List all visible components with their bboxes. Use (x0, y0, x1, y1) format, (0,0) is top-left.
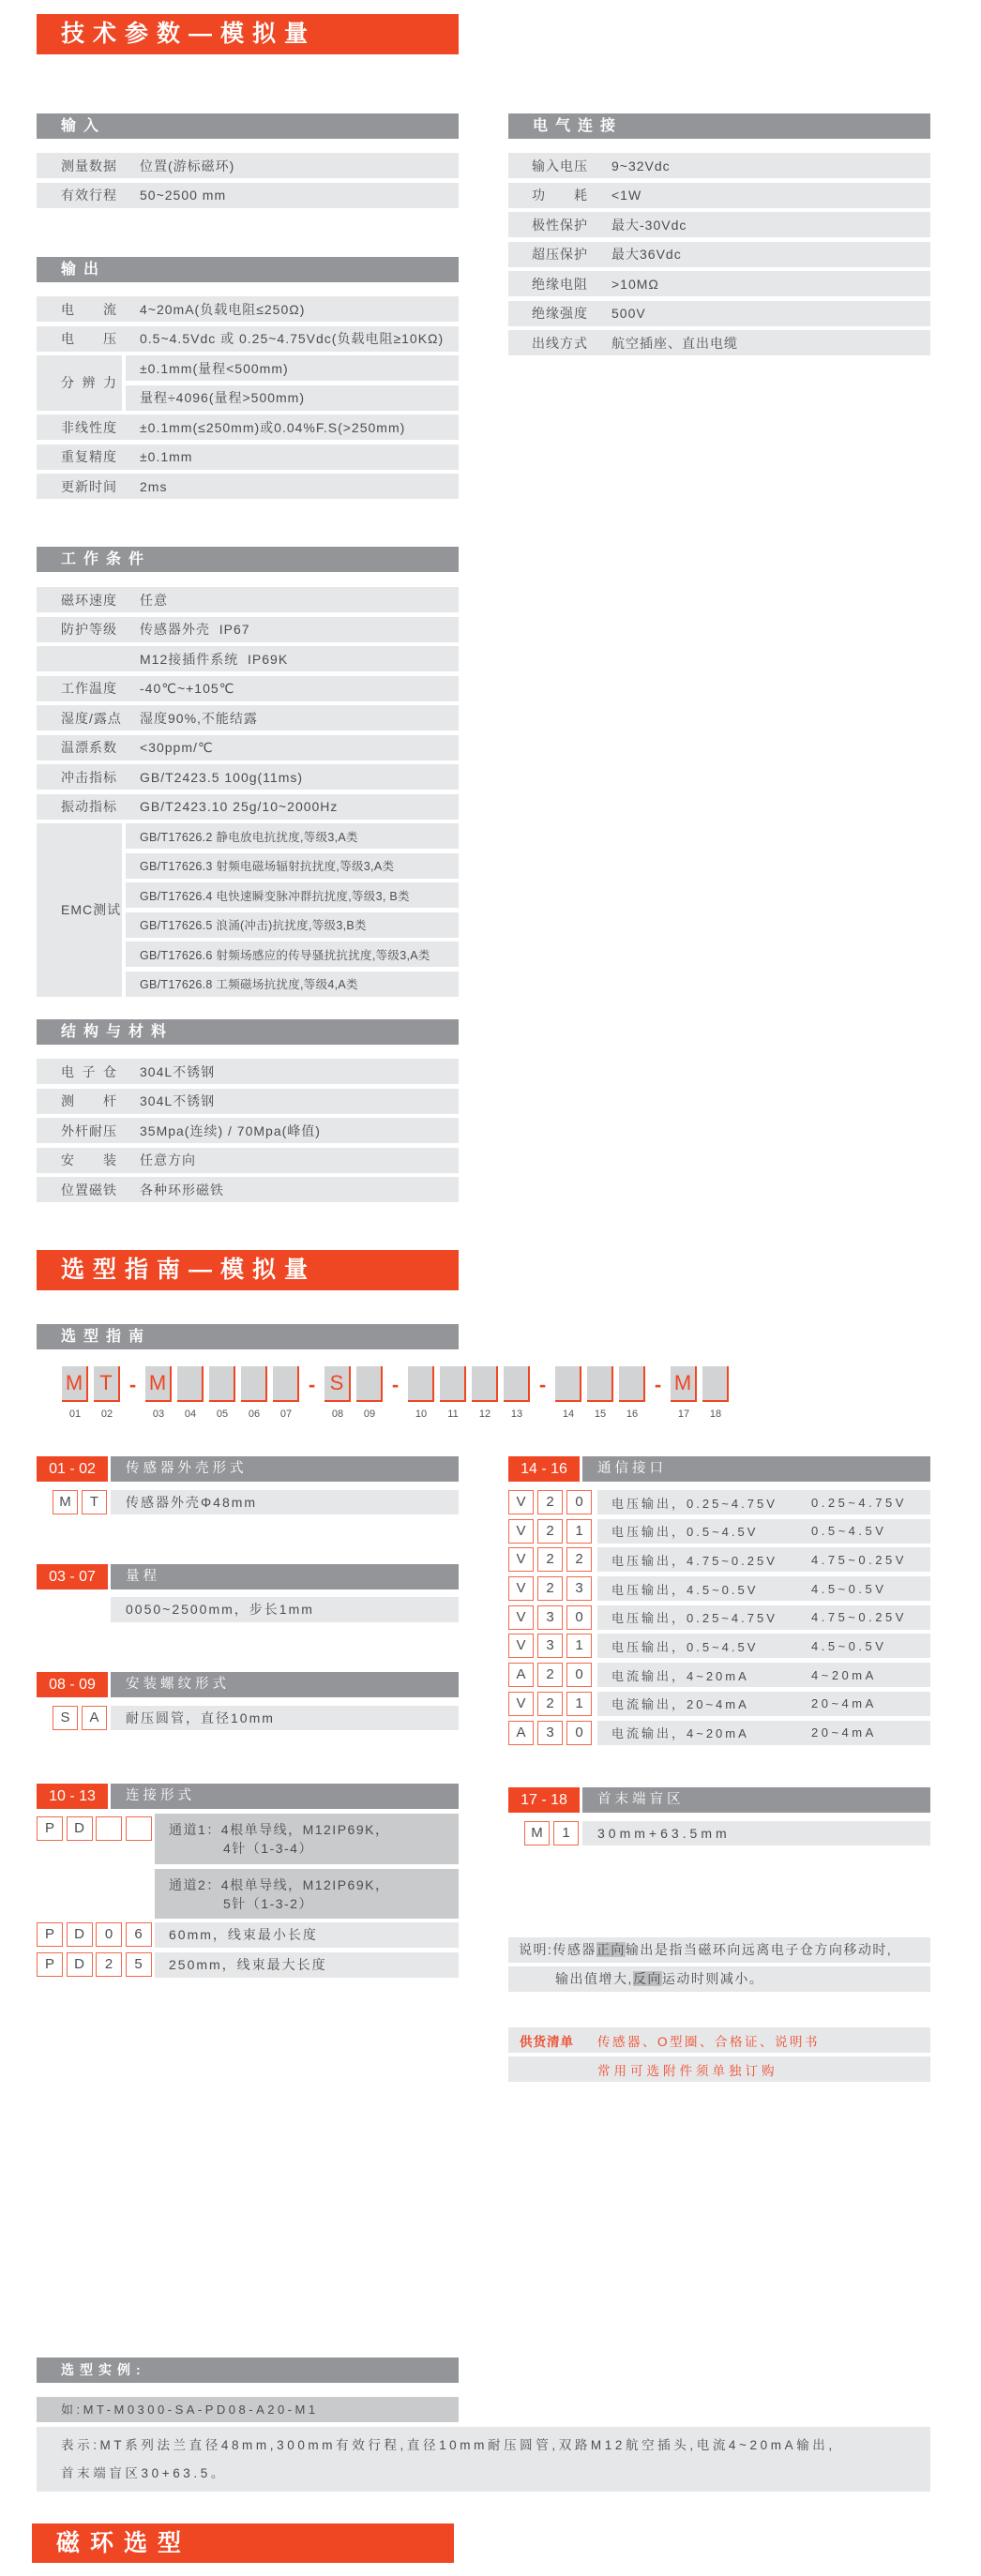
code-box: 3 (537, 1634, 563, 1658)
interface-output: 0.25~4.75V (811, 1495, 907, 1510)
code-slot-04 (177, 1366, 204, 1420)
code-box (126, 1816, 152, 1841)
option-value: 250mm，线束最大长度 (155, 1952, 459, 1978)
code-box: V (508, 1692, 534, 1716)
spec-row (508, 153, 930, 178)
spec-label: 工作温度 (61, 681, 117, 696)
code-box: 3 (537, 1605, 563, 1630)
spec-value: 任意方向 (140, 1152, 196, 1167)
connection-channel-2-row (37, 1869, 459, 1919)
spec-row (37, 794, 459, 820)
option-title: 安装螺纹形式 (111, 1672, 459, 1697)
slot-number: 16 (626, 1409, 639, 1420)
spec-value: 50~2500 mm (140, 188, 227, 203)
spec-value: GB/T2423.5 100g(11ms) (140, 769, 304, 785)
interface-row (508, 1547, 930, 1572)
spec-value: 量程÷4096(量程>500mm) (140, 390, 306, 405)
electrical-header: 电气连接 (508, 113, 930, 139)
channel-desc-line1: 通道1：4根单导线，M12IP69K， (169, 1822, 390, 1837)
option-row (37, 1597, 459, 1621)
code-separator: - (128, 1373, 137, 1396)
code-box: 0 (96, 1922, 122, 1947)
spec-value: GB/T17626.5 浪涌(冲击)抗扰度,等级3,B类 (140, 919, 367, 932)
spec-row (126, 912, 459, 938)
spec-label: 极性保护 (532, 217, 588, 233)
interface-desc: 电压输出，4.5~0.5V (611, 1582, 759, 1597)
connection-channel-1-row (37, 1814, 459, 1864)
spec-value: 4~20mA(负载电阻≤250Ω) (140, 301, 306, 317)
spec-value: 最大-30Vdc (611, 217, 687, 233)
option-title: 通信接口 (582, 1456, 930, 1482)
code-box: 0 (566, 1605, 592, 1630)
note-text: 说明:传感器 (519, 1942, 596, 1957)
spec-label: 温漂系数 (61, 740, 117, 755)
spec-value: ±0.1mm(量程<500mm) (140, 360, 289, 376)
spec-value: 0.5~4.5Vdc 或 0.25~4.75Vdc(负载电阻≥10KΩ) (140, 331, 445, 346)
option-range-badge: 10 - 13 (37, 1784, 108, 1809)
interface-desc: 电压输出，4.75~0.25V (611, 1553, 777, 1568)
option-connection (37, 1784, 459, 1978)
example-code: 如:MT-M0300-SA-PD08-A20-M1 (37, 2397, 459, 2422)
code-slot-07 (273, 1366, 299, 1420)
spec-row (37, 1118, 459, 1143)
code-box: 2 (537, 1547, 563, 1572)
option-title: 量程 (111, 1564, 459, 1589)
code-slot-11 (440, 1366, 466, 1420)
input-table (37, 153, 459, 208)
option-title: 连接形式 (111, 1784, 459, 1809)
code-box: 3 (566, 1576, 592, 1601)
spec-value: 任意 (140, 592, 168, 608)
spec-value: GB/T17626.4 电快速瞬变脉冲群抗扰度,等级3, B类 (140, 889, 410, 903)
option-mounting (37, 1672, 459, 1730)
interface-output: 0.5~4.5V (811, 1524, 887, 1539)
working-conditions-header: 工作条件 (37, 547, 459, 572)
spec-label: 磁环速度 (61, 592, 117, 608)
slot-number: 08 (331, 1409, 344, 1420)
spec-value: 湿度90%,不能结露 (140, 710, 258, 726)
code-box: V (508, 1634, 534, 1658)
selection-guide-header: 选型指南 (37, 1324, 459, 1349)
slot-number: 02 (100, 1409, 113, 1420)
code-separator: - (308, 1373, 316, 1396)
output-table (37, 296, 459, 499)
interface-output: 4.75~0.25V (811, 1610, 907, 1625)
channel-desc-line2: 5针（1-3-2） (223, 1895, 313, 1911)
spec-value: ±0.1mm(≤250mm)或0.04%F.S(>250mm) (140, 419, 406, 435)
slot-number: 12 (478, 1409, 491, 1420)
code-slot-12 (472, 1366, 498, 1420)
interface-desc: 电压输出，0.5~4.5V (611, 1639, 759, 1654)
spec-row (126, 942, 459, 967)
spec-value: 传感器外壳 IP67 (140, 622, 250, 637)
option-range-badge: 17 - 18 (508, 1787, 580, 1813)
code-box: 0 (566, 1721, 592, 1745)
interface-desc: 电压输出，0.5~4.5V (611, 1525, 759, 1540)
spec-row (37, 1059, 459, 1084)
spec-row (508, 183, 930, 208)
spec-row (508, 301, 930, 326)
code-box: P (37, 1952, 63, 1977)
note-line-1 (508, 1937, 930, 1963)
spec-row (37, 1148, 459, 1173)
spec-row (508, 212, 930, 237)
code-box: 2 (537, 1692, 563, 1716)
note-highlight-reverse: 反向 (632, 1971, 662, 1986)
code-box: 2 (566, 1547, 592, 1572)
spec-row (37, 326, 459, 352)
interface-desc: 电流输出，4~20mA (611, 1668, 749, 1683)
model-code-strip (62, 1366, 734, 1420)
note-highlight-forward: 正向 (596, 1942, 626, 1957)
spec-value: 35Mpa(连续) / 70Mpa(峰值) (140, 1122, 321, 1138)
spec-value: 位置(游标磁环) (140, 158, 235, 173)
note-line-2 (508, 1966, 930, 1992)
spec-value: <1W (611, 188, 642, 203)
interface-desc: 电流输出，4~20mA (611, 1726, 749, 1740)
spec-row (508, 330, 930, 355)
spec-row (126, 972, 459, 997)
spec-label: 绝缘强度 (532, 306, 588, 321)
code-slot-17: M 17 (671, 1366, 697, 1402)
spec-value: >10MΩ (611, 276, 659, 292)
code-slot-13 (504, 1366, 530, 1420)
spec-label: 电 压 (61, 331, 117, 346)
connection-length-row (37, 1952, 459, 1978)
interface-output: 4.5~0.5V (811, 1581, 887, 1596)
interface-row (508, 1605, 930, 1630)
code-box: V (508, 1605, 534, 1630)
code-box: M (53, 1490, 78, 1514)
output-header: 输出 (37, 257, 459, 282)
code-box: 5 (126, 1952, 152, 1977)
spec-label: 位置磁铁 (61, 1182, 117, 1198)
code-slot-14 (555, 1366, 581, 1420)
spec-label: 非线性度 (61, 419, 117, 435)
slot-number: 09 (363, 1409, 376, 1420)
supply-note-row (508, 2056, 930, 2082)
example-desc-line2: 首末端盲区30+63.5。 (61, 2466, 227, 2480)
spec-value: GB/T17626.8 工频磁场抗扰度,等级4,A类 (140, 978, 358, 991)
option-row (37, 1706, 459, 1730)
spec-row (37, 1089, 459, 1114)
section-title-tech-params: 技术参数—模拟量 (37, 14, 459, 54)
slot-number: 07 (279, 1409, 293, 1420)
spec-row (37, 414, 459, 440)
section-title-selection-guide: 选型指南—模拟量 (37, 1250, 459, 1290)
spec-row (37, 705, 459, 731)
spec-value: 304L不锈钢 (140, 1093, 216, 1108)
spec-row (126, 385, 459, 411)
interface-row (508, 1663, 930, 1687)
interface-desc: 电压输出，0.25~4.75V (611, 1496, 777, 1511)
code-box: D (67, 1922, 93, 1947)
interface-output: 20~4mA (811, 1696, 877, 1711)
resolution-group (37, 355, 459, 411)
option-range-badge: 08 - 09 (37, 1672, 108, 1697)
code-box: 2 (537, 1490, 563, 1514)
slot-number: 10 (415, 1409, 428, 1420)
spec-row (126, 823, 459, 849)
slot-number: 14 (562, 1409, 575, 1420)
channel-desc-line1: 通道2：4根单导线，M12IP69K， (169, 1876, 390, 1892)
interface-row (508, 1490, 930, 1514)
spec-row (126, 882, 459, 908)
spec-row (37, 1177, 459, 1202)
code-box: 6 (126, 1922, 152, 1947)
code-box (96, 1816, 122, 1841)
code-box: S (53, 1706, 78, 1730)
spec-row (508, 271, 930, 296)
option-dead-zone (508, 1787, 930, 1845)
code-box: T (82, 1490, 107, 1514)
option-row (37, 1490, 459, 1514)
note-text: 运动时则减小。 (661, 1971, 764, 1986)
code-box: P (37, 1922, 63, 1947)
option-value: 传感器外壳Φ48mm (111, 1490, 459, 1514)
code-box: D (67, 1816, 93, 1841)
spec-row (37, 676, 459, 701)
spec-row (37, 764, 459, 790)
interface-row (508, 1634, 930, 1658)
option-value: 60mm，线束最小长度 (155, 1922, 459, 1948)
supply-value: 传感器、O型圈、合格证、说明书 (597, 2034, 821, 2049)
code-box: M (524, 1821, 550, 1845)
spec-value: 2ms (140, 478, 168, 494)
code-box: A (82, 1706, 107, 1730)
spec-label: 输入电压 (532, 158, 588, 173)
spec-row (37, 183, 459, 208)
interface-desc: 电压输出，0.25~4.75V (611, 1611, 777, 1626)
code-box: V (508, 1490, 534, 1514)
connection-length-row (37, 1922, 459, 1948)
spec-value: 9~32Vdc (611, 158, 671, 173)
spec-label: 分 辨 力 (61, 375, 117, 391)
spec-row (37, 617, 459, 642)
spec-value: 500V (611, 306, 646, 321)
spec-label: 重复精度 (61, 449, 117, 464)
spec-label: 冲击指标 (61, 769, 117, 785)
code-box: P (37, 1816, 63, 1841)
section-title-magnet-ring: 磁环选型 (32, 2523, 454, 2563)
interface-output: 20~4mA (811, 1725, 877, 1740)
spec-row (126, 853, 459, 879)
option-value: 30mm+63.5mm (582, 1821, 930, 1845)
supply-list-row (508, 2027, 930, 2053)
code-box: 2 (537, 1663, 563, 1687)
spec-row (126, 355, 459, 381)
interface-row (508, 1692, 930, 1716)
slot-number: 04 (184, 1409, 197, 1420)
spec-value: 最大36Vdc (611, 247, 682, 262)
spec-row (37, 153, 459, 178)
spec-label: 湿度/露点 (61, 710, 122, 726)
code-box: 2 (537, 1519, 563, 1544)
code-box: 1 (566, 1519, 592, 1544)
interface-row (508, 1721, 930, 1745)
slot-number: 15 (594, 1409, 607, 1420)
spec-value: M12接插件系统 IP69K (140, 651, 289, 667)
code-slot-09 (356, 1366, 383, 1420)
slot-number: 06 (248, 1409, 261, 1420)
option-title: 传感器外壳形式 (111, 1456, 459, 1482)
note-text: 输出值增大, (555, 1971, 633, 1986)
electrical-table (508, 153, 930, 355)
working-conditions-table (37, 587, 459, 997)
code-slot-15 (587, 1366, 613, 1420)
code-box: 2 (537, 1576, 563, 1601)
interface-row (508, 1576, 930, 1601)
option-range-badge: 01 - 02 (37, 1456, 108, 1482)
spec-label: 出线方式 (532, 335, 588, 351)
spec-value: -40℃~+105℃ (140, 680, 235, 696)
code-box: 0 (566, 1490, 592, 1514)
supply-label: 供货清单 (520, 2034, 574, 2049)
code-box: 1 (553, 1821, 579, 1845)
code-box: A (508, 1663, 534, 1687)
code-box: 1 (566, 1692, 592, 1716)
spec-label: 超压保护 (532, 247, 588, 262)
code-box: 0 (566, 1663, 592, 1687)
code-slot-10 (408, 1366, 434, 1420)
example-desc-line1: 表示:MT系列法兰直径48mm,300mm有效行程,直径10mm耐压圆管,双路M12航空插头,电流4~20mA输出, (61, 2438, 836, 2452)
option-housing (37, 1456, 459, 1514)
supply-note: 常用可选附件须单独订购 (597, 2063, 778, 2078)
spec-value: GB/T17626.2 静电放电抗扰度,等级3,A类 (140, 830, 358, 844)
interface-output: 4.5~0.5V (811, 1638, 887, 1653)
code-slot-01: M 01 (62, 1366, 88, 1402)
interface-desc: 电流输出，20~4mA (611, 1697, 749, 1712)
spec-label: 测量数据 (61, 158, 117, 173)
interface-output: 4~20mA (811, 1667, 877, 1682)
code-slot-18 (702, 1366, 729, 1420)
spec-value: 304L不锈钢 (140, 1063, 216, 1079)
code-box: V (508, 1519, 534, 1544)
code-box: A (508, 1721, 534, 1745)
spec-row (37, 296, 459, 322)
code-box: 3 (537, 1721, 563, 1745)
spec-row (508, 242, 930, 267)
code-box: 1 (566, 1634, 592, 1658)
spec-label: 有效行程 (61, 188, 117, 203)
spec-label: 振动指标 (61, 799, 117, 814)
spec-label: 电 子 仓 (61, 1063, 117, 1079)
option-range-badge: 14 - 16 (508, 1456, 580, 1482)
spec-row (37, 444, 459, 470)
spec-row (37, 646, 459, 671)
code-separator: - (654, 1373, 662, 1396)
spec-label: 更新时间 (61, 478, 117, 494)
interface-output: 4.75~0.25V (811, 1552, 907, 1567)
spec-value: GB/T17626.6 射频场感应的传导骚扰抗扰度,等级3,A类 (140, 948, 430, 962)
spec-value: 各种环形磁铁 (140, 1182, 224, 1198)
example-header: 选型实例: (37, 2358, 459, 2383)
spec-value: GB/T17626.3 射频电磁场辐射抗扰度,等级3,A类 (140, 860, 395, 873)
option-row (508, 1821, 930, 1845)
example-description (37, 2427, 930, 2492)
code-slot-16 (619, 1366, 645, 1420)
spec-row (37, 735, 459, 761)
spec-value: ±0.1mm (140, 449, 193, 464)
code-slot-06 (241, 1366, 267, 1420)
option-measuring-range (37, 1564, 459, 1621)
option-range-badge: 03 - 07 (37, 1564, 108, 1589)
code-separator: - (538, 1373, 547, 1396)
channel-desc-line2: 4针（1-3-4） (223, 1841, 313, 1856)
code-box: V (508, 1547, 534, 1572)
input-header: 输入 (37, 113, 459, 139)
spec-row (37, 474, 459, 499)
structure-materials-header: 结构与材料 (37, 1019, 459, 1045)
spec-value: 航空插座、直出电缆 (611, 335, 738, 351)
spec-label: 绝缘电阻 (532, 276, 588, 292)
note-text: 输出是指当磁环向远离电子仓方向移动时, (625, 1942, 893, 1957)
code-slot-02: T 02 (94, 1366, 120, 1402)
slot-number: 13 (510, 1409, 523, 1420)
code-box: 2 (96, 1952, 122, 1977)
code-separator: - (391, 1373, 400, 1396)
slot-number: 11 (447, 1409, 459, 1420)
spec-value: <30ppm/℃ (140, 739, 214, 755)
slot-number: 17 (677, 1409, 690, 1420)
spec-label: 测 杆 (61, 1093, 117, 1108)
spec-label: 功 耗 (532, 188, 588, 203)
option-title: 首末端盲区 (582, 1787, 930, 1813)
slot-number: 18 (709, 1409, 722, 1420)
code-slot-08: S 08 (324, 1366, 351, 1402)
spec-label: 防护等级 (61, 622, 117, 637)
slot-number: 05 (216, 1409, 229, 1420)
slot-number: 01 (68, 1409, 82, 1420)
option-interface (508, 1456, 930, 1745)
emc-group (37, 823, 459, 997)
option-value: 0050~2500mm，步长1mm (111, 1597, 459, 1622)
code-box: D (67, 1952, 93, 1977)
code-slot-03: M 03 (145, 1366, 172, 1402)
spec-label: 外杆耐压 (61, 1122, 117, 1138)
code-box: V (508, 1576, 534, 1601)
slot-number: 03 (152, 1409, 165, 1420)
spec-label: 电 流 (61, 301, 117, 317)
code-slot-05 (209, 1366, 235, 1420)
spec-label: 安 装 (61, 1152, 117, 1167)
spec-label: EMC测试 (61, 902, 122, 918)
structure-materials-table (37, 1059, 459, 1202)
option-value: 耐压圆管，直径10mm (111, 1706, 459, 1730)
spec-row (37, 587, 459, 612)
interface-row (508, 1519, 930, 1544)
spec-value: GB/T2423.10 25g/10~2000Hz (140, 799, 339, 814)
